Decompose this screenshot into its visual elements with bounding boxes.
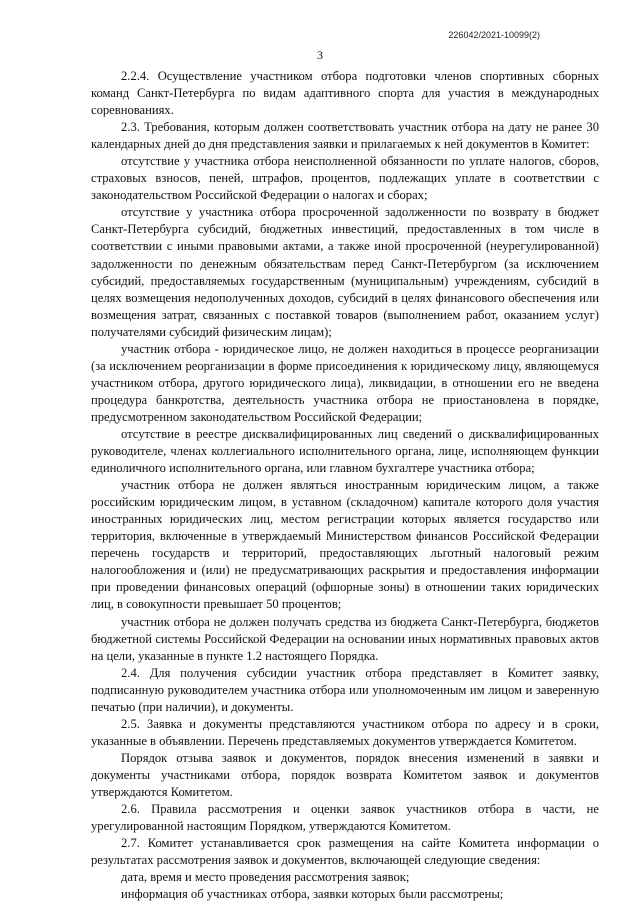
paragraph-2-7: 2.7. Комитет устанавливается срок размещения на сайте Комитета информации о результатах рассмотрения заявок и документов, включающей следующие сведения: [91,836,599,868]
paragraph-2-6: 2.6. Правила рассмотрения и оценки заявок участников отбора в части, не урегулированной настоящим Порядком, утверждаются Комитетом. [91,802,599,834]
paragraph-withdrawal-order: Порядок отзыва заявок и документов, порядок внесения изменений в заявки и документы участниками отбора, порядок возврата Комитетом заявок и документов утверждаются Комитетом. [91,750,599,799]
paragraph-2-3: 2.3. Требования, которым должен соответствовать участник отбора на дату не ранее 30 календарных дней до дня представления заявки и прилагаемых к ней документов в Комитет: [91,120,599,152]
paragraph-2-5: 2.5. Заявка и документы представляются участником отбора по адресу и в сроки, указанные в объявлении. Перечень представляемых документов утверждается Комитетом. [91,716,599,748]
paragraph-no-other-funds: участник отбора не должен получать средства из бюджета Санкт-Петербурга, бюджетов бюджетной системы Российской Федерации на основании иных нормативных правовых актов на цели, указанные в пункте 1.2 настоящего Порядка. [91,614,599,663]
paragraph-2-4: 2.4. Для получения субсидии участник отбора представляет в Комитет заявку, подписанную руководителем участника отбора или уполномоченным им лицом и заверенную печатью (при наличии), и документы. [91,665,599,714]
paragraph-no-overdue-debt: отсутствие у участника отбора просроченной задолженности по возврату в бюджет Санкт-Петербурга субсидий, бюджетных инвестиций, предоставленных в том числе в соответствии с иными правовыми актами, а также иной просроченной (неурегулированной) задолженности по денежным обязательствам перед Санкт-Петербургом (за исключением субсидий, предоставляемых государственным (муниципальным) учреждениям, субсидий в целях возмещения недополученных доходов, субсидий в целях финансового обеспечения или возмещения затрат, связанных с поставкой товаров (выполнением работ, оказанием услуг) получателями субсидий физическим лицам); [91,205,599,339]
paragraph-no-disqualified: отсутствие в реестре дисквалифицированных лиц сведений о дисквалифицированных руководителе, членах коллегиального исполнительного органа, лице, исполняющем функции единоличного исполнительного органа, или главном бухгалтере участника отбора; [91,426,599,476]
page-number: 3 [317,48,323,62]
paragraph-no-tax-debt: отсутствие у участника отбора неисполненной обязанности по уплате налогов, сборов, страховых взносов, пеней, штрафов, процентов, подлежащих уплате в соответствии с законодательством Российской Федерации о налогах и сборах; [91,154,599,203]
paragraph-2-2-4: 2.2.4. Осуществление участником отбора подготовки членов спортивных сборных команд Санкт-Петербурга по видам адаптивного спорта для участия в международных соревнованиях. [91,69,599,118]
paragraph-not-foreign: участник отбора не должен являться иностранным юридическим лицом, а также российским юридическим лицом, в уставном (складочном) капитале которого доля участия иностранных юридических лиц, местом регистрации которых является государство или территория, включенные в утверждаемый Министерством финансов Российской Федерации перечень государств и территорий, предоставляющих льготный налоговый режим налогообложения и (или) не предусматривающих раскрытия и предоставления информации при проведении финансовых операций (офшорные зоны) в отношении таких юридических лиц, в совокупности превышает 50 процентов; [91,478,599,612]
document-body [91,68,599,903]
paragraph-participants-info: информация об участниках отбора, заявки которых были рассмотрены; [121,887,504,902]
paragraph-date-time-place: дата, время и место проведения рассмотрения заявок; [121,870,410,885]
paragraph-no-reorganization: участник отбора - юридическое лицо, не должен находиться в процессе реорганизации (за исключением реорганизации в форме присоединения к юридическому лицу, являющемуся участником отбора, другого юридического лица), ликвидации, в отношении его не введена процедура банкротства, деятельность участника отбора не приостановлена в порядке, предусмотренном законодательством Российской Федерации; [91,341,599,424]
document-id: 226042/2021-10099(2) [448,30,540,40]
